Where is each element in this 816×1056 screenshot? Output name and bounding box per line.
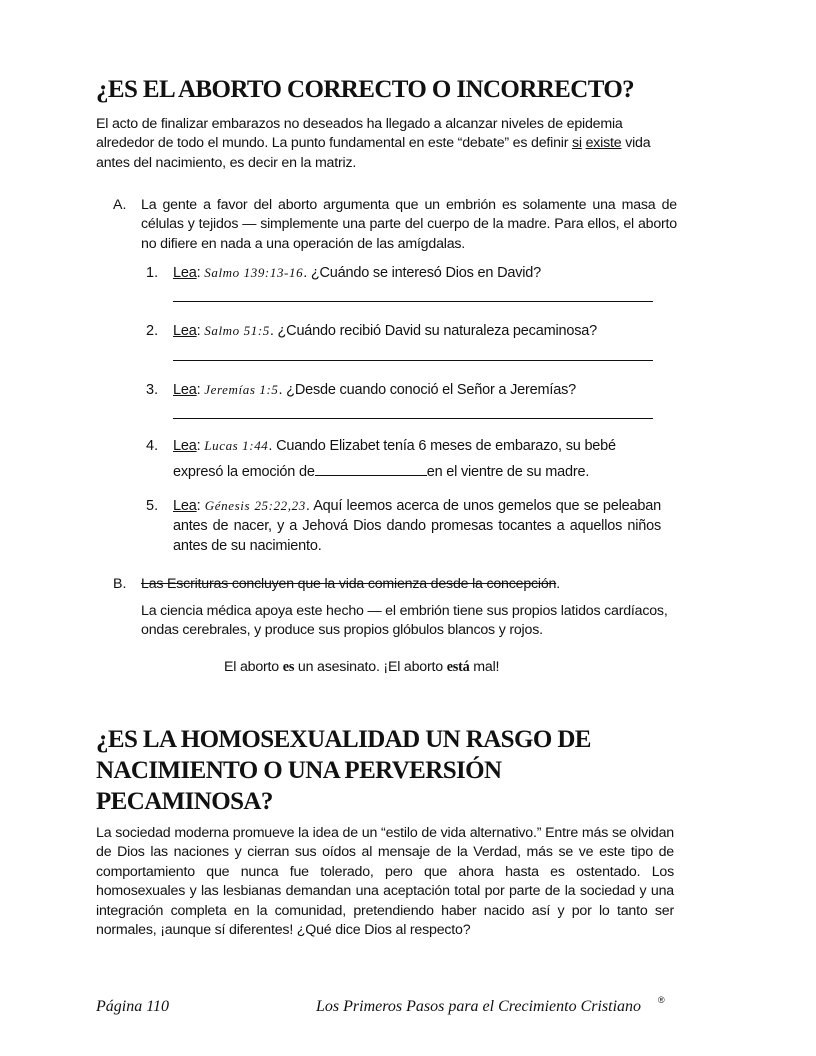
point-b-label: B. [113, 576, 127, 592]
reading-item-4: Lea: Lucas 1:44. Cuando Elizabet tenía 6 meses de embarazo, su bebé [173, 438, 616, 454]
scripture-reference: Lucas 1:44 [204, 438, 269, 453]
reading-item-3: Lea: Jeremías 1:5. ¿Desde cuando conoció el Señor a Jeremías? [173, 382, 576, 398]
footer-book-title: Los Primeros Pasos para el Crecimiento Cristiano [316, 998, 642, 1015]
lea-label: Lea [173, 382, 197, 398]
footer-page-number: Página 110 [96, 998, 170, 1015]
scripture-reference: Jeremías 1:5 [204, 382, 279, 397]
reading-item-1: Lea: Salmo 139:13-16. ¿Cuándo se interesó Dios en David? [173, 265, 542, 281]
lea-label: Lea [173, 323, 197, 339]
scripture-reference: Génesis 25:22,23 [204, 498, 306, 513]
lea-label: Lea [173, 265, 197, 281]
section2-body: La sociedad moderna promueve la idea de un “estilo de vida alternativo.” Entre más se olvidan de Dios las naciones y cierran sus oídos al mensaje de la Verdad, más se ve este tipo de comportamiento que nunca fue tolerado, pero que ahora hasta es ostentado. Los homosexuales y las lesbianas demandan una aceptación total por parte de la sociedad y una integración completa en la comunidad, pretendiendo haber nacido así y por lo tanto ser normales, ¡aunque sí diferentes! ¿Qué dice Dios al respecto? [96, 825, 674, 939]
fill-in-blank[interactable] [315, 461, 427, 476]
item-number: 3. [146, 382, 159, 398]
point-b-heading: Las Escrituras concluyen que la vida comienza desde la concepción. [141, 576, 560, 592]
scripture-reference: Salmo 139:13-16 [204, 265, 304, 280]
point-b-text: La ciencia médica apoya este hecho — el embrión tiene sus propios latidos cardíacos, ondas cerebrales, y produce sus propios glóbulos blancos y rojos. [141, 603, 668, 639]
answer-line-1[interactable] [173, 301, 653, 302]
registered-mark: ® [658, 995, 665, 1005]
lea-label: Lea [173, 498, 197, 514]
point-a-text: La gente a favor del aborto argumenta que un embrión es solamente una masa de células y tejidos — simplemente una parte del cuerpo de la madre. Para ellos, el aborto no difiere en nada a una operación de las amígdalas. [141, 197, 677, 252]
reading-item-5: Lea: Génesis 25:22,23. Aquí leemos acerca de unos gemelos que se peleaban antes de nacer, y a Jehová Dios dando promesas tocantes a aquellos niños antes de su nacimiento. [173, 498, 662, 554]
section-title-homosexuality: ¿ES LA HOMOSEXUALIDAD UN RASGO DE NACIMIENTO O UNA PERVERSIÓN PECAMINOSA? [96, 726, 591, 815]
intro-paragraph: El acto de finalizar embarazos no deseados ha llegado a alcanzar niveles de epidemia alrededor de todo el mundo. La punto fundamental en este “debate” es definir si existe vida antes del nacimiento, es decir en la matriz. [96, 116, 651, 171]
answer-line-3[interactable] [173, 418, 653, 419]
item-number: 5. [146, 498, 159, 514]
reading-item-4-continued: expresó la emoción de en el vientre de su madre. [173, 461, 683, 482]
reading-item-2: Lea: Salmo 51:5. ¿Cuándo recibió David su naturaleza pecaminosa? [173, 323, 597, 339]
point-a-label: A. [113, 197, 127, 213]
scripture-reference: Salmo 51:5 [204, 323, 270, 338]
lea-label: Lea [173, 438, 197, 454]
item-number: 1. [146, 265, 159, 281]
conclusion-line: El aborto es un asesinato. ¡El aborto está mal! [224, 659, 500, 675]
item-number: 2. [146, 323, 159, 339]
section-title-abortion: ¿ES EL ABORTO CORRECTO O INCORRECTO? [96, 76, 635, 103]
item-number: 4. [146, 438, 159, 454]
answer-line-2[interactable] [173, 360, 653, 361]
